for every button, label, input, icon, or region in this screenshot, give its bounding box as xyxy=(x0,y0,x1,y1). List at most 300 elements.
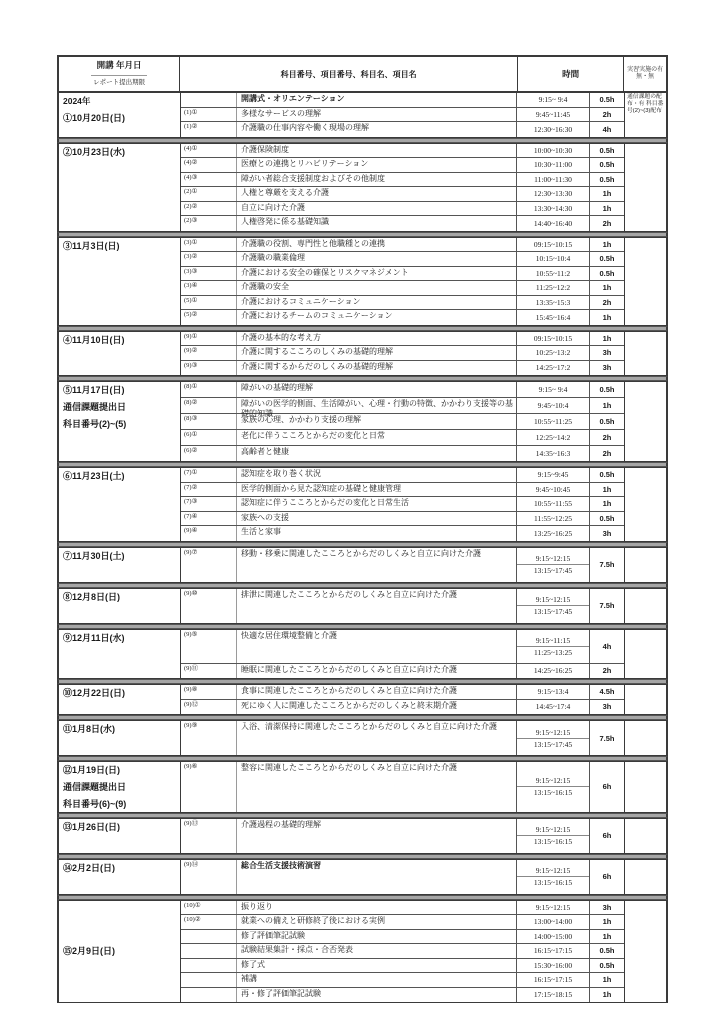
practical-note-cell xyxy=(624,630,666,679)
time-cell xyxy=(517,685,590,699)
item-code-cell: (4)③ xyxy=(181,173,237,187)
date-cell xyxy=(59,93,181,137)
item-code-cell: (9)⑨ xyxy=(181,721,237,755)
item-title-cell: 認知症を取り巻く状況 xyxy=(237,468,517,482)
item-code-cell: (9)⑬ xyxy=(181,819,237,853)
item-title-cell: 介護職の職業倫理 xyxy=(237,252,517,266)
time-cell xyxy=(517,158,590,172)
time-cell xyxy=(517,664,590,679)
schedule-group xyxy=(57,331,668,377)
time-cell xyxy=(517,630,590,663)
item-code-cell: (2)③ xyxy=(181,216,237,231)
time-cell xyxy=(517,296,590,310)
time-value: 10:55~11:55 xyxy=(534,499,572,509)
item-code-cell: (1)② xyxy=(181,122,237,137)
group-rows xyxy=(181,589,624,623)
schedule-groups-container xyxy=(57,92,668,1003)
date-cell xyxy=(59,238,181,325)
date-line: ③11月3日(日) xyxy=(63,240,120,251)
time-cell xyxy=(517,216,590,231)
schedule-row xyxy=(181,310,624,325)
item-code-cell xyxy=(181,93,237,107)
schedule-row xyxy=(181,915,624,930)
hours-cell: 1h xyxy=(602,484,612,494)
date-cell xyxy=(59,762,181,811)
time-cell xyxy=(517,332,590,346)
date-line: 通信課題提出日 xyxy=(63,781,127,792)
schedule-group xyxy=(57,547,668,583)
time-cell xyxy=(517,988,590,1003)
group-rows xyxy=(181,238,624,325)
item-code-cell: (6)② xyxy=(181,446,237,461)
schedule-row xyxy=(181,332,624,347)
group-rows xyxy=(181,382,624,461)
group-rows xyxy=(181,548,624,582)
date-cell xyxy=(59,685,181,714)
date-line: ⑧12月8日(日) xyxy=(63,591,121,602)
time-value: 10:00~10:30 xyxy=(533,145,573,155)
time-cell xyxy=(517,173,590,187)
hours-cell: 7.5h xyxy=(599,560,615,570)
item-code-cell: (3)③ xyxy=(181,267,237,281)
item-title-cell: 再・修了評価筆記試験 xyxy=(237,988,517,1003)
date-line: 科目番号(2)~(5) xyxy=(63,418,127,429)
time-value: 15:30~16:00 xyxy=(533,960,573,970)
item-code-cell: (9)⑥ xyxy=(181,762,237,811)
group-rows xyxy=(181,901,624,1003)
item-title-cell: 振り返り xyxy=(237,901,517,915)
schedule-group xyxy=(57,720,668,756)
item-title-cell: 入浴、清潔保持に関連したこころとからだのしくみと自立に向けた介護 xyxy=(237,721,517,755)
practical-note-cell xyxy=(624,548,666,582)
date-line: ⑤11月17日(日) xyxy=(63,385,125,395)
date-line: ⑬1月26日(日) xyxy=(63,821,121,832)
time-value: 9:15~11:15 xyxy=(535,635,571,645)
time-cell xyxy=(517,187,590,201)
date-line: ⑥11月23日(土) xyxy=(63,471,125,482)
hours-cell: 3h xyxy=(602,348,612,358)
time-cell xyxy=(517,860,590,894)
schedule-group xyxy=(57,684,668,715)
schedule-row xyxy=(181,216,624,231)
group-rows xyxy=(181,144,624,231)
hours-cell: 7.5h xyxy=(599,733,615,743)
table-header-row xyxy=(57,55,668,92)
date-line: ⑨12月11日(水) xyxy=(63,632,125,643)
date-cell xyxy=(59,144,181,231)
schedule-row xyxy=(181,173,624,188)
schedule-row xyxy=(181,108,624,123)
item-title-cell: 食事に関連したこころとからだのしくみと自立に向けた介護 xyxy=(237,685,517,699)
hours-cell: 6h xyxy=(602,782,612,792)
time-value: 13:15~16:15 xyxy=(517,786,589,798)
time-value: 10:15~10:4 xyxy=(535,254,571,264)
hours-cell: 3h xyxy=(602,363,612,373)
item-code-cell xyxy=(181,959,237,973)
group-rows xyxy=(181,468,624,541)
group-rows xyxy=(181,819,624,853)
item-title-cell: 補講 xyxy=(237,973,517,987)
time-value: 14:25~16:25 xyxy=(533,666,573,676)
hours-cell: 3h xyxy=(602,702,612,712)
group-rows xyxy=(181,860,624,894)
time-cell xyxy=(517,430,590,445)
item-code-cell xyxy=(181,930,237,944)
hours-cell: 0.5h xyxy=(599,946,615,956)
time-cell xyxy=(517,700,590,715)
schedule-row xyxy=(181,398,624,418)
item-code-cell: (3)④ xyxy=(181,281,237,295)
item-code-cell: (9)⑦ xyxy=(181,548,237,582)
hours-cell: 0.5h xyxy=(599,145,615,155)
item-title-cell: 修了式 xyxy=(237,959,517,973)
schedule-row xyxy=(181,267,624,282)
item-title-cell: 介護に関するこころのしくみの基礎的理解 xyxy=(237,346,517,360)
time-cell xyxy=(517,144,590,158)
time-value: 11:25~13:25 xyxy=(517,646,589,658)
date-line: ⑪1月8日(水) xyxy=(63,724,116,735)
hours-cell: 1h xyxy=(602,975,612,985)
hours-cell: 2h xyxy=(602,109,612,119)
time-value: 9:45~11:45 xyxy=(535,109,571,119)
date-cell xyxy=(59,589,181,623)
hours-cell: 0.5h xyxy=(599,254,615,264)
item-title-cell: 介護過程の基礎的理解 xyxy=(237,819,517,853)
item-code-cell xyxy=(181,944,237,958)
hours-cell: 1h xyxy=(602,931,612,941)
item-code-cell: (7)① xyxy=(181,468,237,482)
date-line: 科目番号(6)~(9) xyxy=(63,798,127,809)
schedule-row xyxy=(181,630,624,664)
item-code-cell: (9)④ xyxy=(181,526,237,541)
schedule-row xyxy=(181,988,624,1003)
date-cell xyxy=(59,721,181,755)
date-cell xyxy=(59,819,181,853)
schedule-row xyxy=(181,346,624,361)
item-code-cell: (8)① xyxy=(181,382,237,397)
schedule-row xyxy=(181,430,624,446)
item-title-cell: 介護における安全の確保とリスクマネジメント xyxy=(237,267,517,281)
time-cell xyxy=(517,526,590,541)
time-cell xyxy=(517,721,590,755)
time-cell xyxy=(517,108,590,122)
schedule-group xyxy=(57,629,668,680)
group-rows xyxy=(181,685,624,714)
item-code-cell: (9)⑭ xyxy=(181,860,237,894)
time-cell xyxy=(517,901,590,915)
item-title-cell: 就業への備えと研修終了後における実例 xyxy=(237,915,517,929)
item-code-cell: (8)③ xyxy=(181,414,237,429)
date-line: ⑫1月19日(日) xyxy=(63,765,121,776)
item-title-cell: 医学的側面から見た認知症の基礎と健康管理 xyxy=(237,483,517,497)
header-date-column xyxy=(59,57,180,91)
date-line: ①10月20日(日) xyxy=(63,113,126,124)
item-title-cell: 家族の心理、かかわり支援の理解 xyxy=(237,414,517,429)
item-title-cell: 人権啓発に係る基礎知識 xyxy=(237,216,517,231)
time-value: 11:25~12:2 xyxy=(535,283,571,293)
item-code-cell: (9)① xyxy=(181,332,237,346)
group-rows xyxy=(181,762,624,811)
schedule-row xyxy=(181,468,624,483)
item-title-cell: 介護保険制度 xyxy=(237,144,517,158)
schedule-group xyxy=(57,237,668,326)
time-value: 13:35~15:3 xyxy=(535,297,571,307)
time-cell xyxy=(517,122,590,137)
schedule-row xyxy=(181,238,624,253)
schedule-group xyxy=(57,761,668,812)
time-value: 9:15~12:15 xyxy=(535,727,571,737)
course-schedule-table xyxy=(57,55,668,1003)
time-value: 9:15~12:15 xyxy=(535,902,571,912)
hours-cell: 0.5h xyxy=(599,174,615,184)
time-value: 9:15~ 9:4 xyxy=(538,385,568,395)
date-cell xyxy=(59,332,181,376)
time-value: 09:15~10:15 xyxy=(533,333,573,343)
hours-cell: 1h xyxy=(602,203,612,213)
item-title-cell: 介護に関するからだのしくみの基礎的理解 xyxy=(237,361,517,376)
hours-cell: 4.5h xyxy=(599,687,615,697)
time-value: 9:15~9:45 xyxy=(537,470,569,480)
schedule-group xyxy=(57,467,668,542)
time-value: 10:55~11:2 xyxy=(535,268,571,278)
item-code-cell xyxy=(181,973,237,987)
time-cell xyxy=(517,548,590,582)
time-cell xyxy=(517,310,590,325)
time-value: 16:15~17:15 xyxy=(533,975,573,985)
hours-cell: 1h xyxy=(602,990,612,1000)
time-cell xyxy=(517,238,590,252)
practical-note-cell xyxy=(624,860,666,894)
schedule-group xyxy=(57,900,668,1004)
group-rows xyxy=(181,721,624,755)
hours-cell: 1h xyxy=(602,312,612,322)
hours-cell: 4h xyxy=(602,124,612,134)
time-value: 9:15~12:15 xyxy=(535,866,571,876)
hours-cell: 1h xyxy=(602,917,612,927)
practical-note-cell xyxy=(624,685,666,714)
time-cell xyxy=(517,589,590,623)
time-value: 13:15~16:15 xyxy=(517,876,589,888)
date-cell xyxy=(59,901,181,1003)
item-title-cell: 老化に伴うこころとからだの変化と日常 xyxy=(237,430,517,445)
time-cell xyxy=(517,930,590,944)
time-cell xyxy=(517,361,590,376)
item-title-cell: 多様なサービスの理解 xyxy=(237,108,517,122)
schedule-row xyxy=(181,158,624,173)
item-title-cell: 障がいの医学的側面、生活障がい、心理・行動の特徴、かかわり支援等の基礎的知識 xyxy=(237,398,517,413)
item-title-cell: 快適な居住環境整備と介護 xyxy=(237,630,517,663)
time-value: 14:00~15:00 xyxy=(533,931,573,941)
time-value: 14:25~17:2 xyxy=(535,363,571,373)
item-code-cell: (7)④ xyxy=(181,512,237,526)
time-value: 14:40~16:40 xyxy=(533,218,573,228)
schedule-row xyxy=(181,973,624,988)
hours-cell: 0.5h xyxy=(599,417,615,427)
practical-note-cell xyxy=(624,468,666,541)
date-cell xyxy=(59,630,181,679)
date-line: 通信課題提出日 xyxy=(63,401,127,412)
time-value: 12:30~16:30 xyxy=(533,124,573,134)
item-title-cell: 自立に向けた介護 xyxy=(237,202,517,216)
schedule-row xyxy=(181,446,624,461)
item-title-cell: 人権と尊厳を支える介護 xyxy=(237,187,517,201)
time-cell xyxy=(517,915,590,929)
header-report-deadline-label: レポート提出期限 xyxy=(91,75,147,86)
item-code-cell: (10)① xyxy=(181,901,237,915)
hours-cell: 1h xyxy=(602,401,612,411)
hours-cell: 1h xyxy=(602,239,612,249)
item-code-cell: (9)③ xyxy=(181,361,237,376)
hours-cell: 1h xyxy=(602,333,612,343)
item-title-cell: 介護職の役割、専門性と他職種との連携 xyxy=(237,238,517,252)
practical-note-cell xyxy=(624,901,666,1003)
item-code-cell: (3)② xyxy=(181,252,237,266)
schedule-row xyxy=(181,281,624,296)
hours-cell: 2h xyxy=(602,218,612,228)
hours-cell: 0.5h xyxy=(599,960,615,970)
item-title-cell: 認知症に伴うこころとからだの変化と日常生活 xyxy=(237,497,517,511)
schedule-row xyxy=(181,497,624,512)
schedule-row xyxy=(181,296,624,311)
time-value: 13:25~16:25 xyxy=(533,528,573,538)
hours-cell: 1h xyxy=(602,189,612,199)
time-cell xyxy=(517,398,590,413)
item-title-cell: 障がいの基礎的理解 xyxy=(237,382,517,397)
date-line: ⑭2月2日(日) xyxy=(63,862,116,873)
practical-note-cell: 通信課題の配布・有 科目番号(2)~(3)配布 xyxy=(624,93,666,137)
practical-note-cell xyxy=(624,819,666,853)
date-cell xyxy=(59,468,181,541)
practical-note-cell xyxy=(624,144,666,231)
schedule-row xyxy=(181,930,624,945)
hours-cell: 1h xyxy=(602,499,612,509)
schedule-row xyxy=(181,414,624,430)
item-title-cell: 介護の基本的な考え方 xyxy=(237,332,517,346)
time-value: 9:15~12:15 xyxy=(535,595,571,605)
time-value: 17:15~18:15 xyxy=(533,990,573,1000)
item-code-cell: (9)⑤ xyxy=(181,630,237,663)
schedule-group xyxy=(57,859,668,895)
schedule-row xyxy=(181,202,624,217)
group-rows xyxy=(181,332,624,376)
hours-cell: 4h xyxy=(602,641,612,651)
practical-note-cell xyxy=(624,332,666,376)
header-date-label: 開講 年月日 xyxy=(96,60,142,70)
item-title-cell: 介護におけるチームのコミュニケーション xyxy=(237,310,517,325)
item-code-cell: (9)⑪ xyxy=(181,664,237,679)
date-line: 2024年 xyxy=(63,96,91,106)
time-cell xyxy=(517,93,590,107)
time-value: 9:15~12:15 xyxy=(535,825,571,835)
time-cell xyxy=(517,819,590,853)
header-subject-column: 科目番号、項目番号、科目名、項目名 xyxy=(180,57,518,91)
hours-cell: 2h xyxy=(602,297,612,307)
item-title-cell: 排泄に関連したこころとからだのしくみと自立に向けた介護 xyxy=(237,589,517,623)
group-rows xyxy=(181,630,624,679)
time-value: 15:45~16:4 xyxy=(535,312,571,322)
practical-note-cell xyxy=(624,238,666,325)
time-cell xyxy=(517,446,590,461)
schedule-row xyxy=(181,252,624,267)
schedule-row xyxy=(181,944,624,959)
time-value: 11:55~12:25 xyxy=(534,513,572,523)
schedule-row xyxy=(181,589,624,623)
schedule-group xyxy=(57,92,668,138)
hours-cell: 0.5h xyxy=(599,95,615,105)
schedule-row xyxy=(181,819,624,853)
item-code-cell xyxy=(181,988,237,1003)
time-value: 9:45~10:4 xyxy=(537,401,569,411)
item-code-cell: (9)⑧ xyxy=(181,685,237,699)
schedule-row xyxy=(181,762,624,811)
time-cell xyxy=(517,483,590,497)
item-title-cell: 介護におけるコミュニケーション xyxy=(237,296,517,310)
item-code-cell: (8)② xyxy=(181,398,237,413)
schedule-group xyxy=(57,588,668,624)
item-code-cell: (3)① xyxy=(181,238,237,252)
hours-cell: 0.5h xyxy=(599,513,615,523)
item-title-cell: 開講式・オリエンテーション xyxy=(237,93,517,107)
schedule-row xyxy=(181,382,624,398)
date-line: ②10月23日(水) xyxy=(63,146,126,157)
item-title-cell: 睡眠に関連したこころとからだのしくみと自立に向けた介護 xyxy=(237,664,517,679)
time-cell xyxy=(517,382,590,397)
time-cell xyxy=(517,414,590,429)
time-value: 10:25~13:2 xyxy=(535,348,571,358)
schedule-row xyxy=(181,959,624,974)
schedule-group xyxy=(57,143,668,232)
schedule-row xyxy=(181,122,624,137)
item-title-cell: 死にゆく人に関連したこころとからだのしくみと終末期介護 xyxy=(237,700,517,715)
hours-cell: 2h xyxy=(602,449,612,459)
item-code-cell: (9)② xyxy=(181,346,237,360)
item-code-cell: (2)① xyxy=(181,187,237,201)
time-cell xyxy=(517,346,590,360)
schedule-row xyxy=(181,187,624,202)
date-cell xyxy=(59,860,181,894)
item-title-cell: 生活と家事 xyxy=(237,526,517,541)
schedule-row xyxy=(181,685,624,700)
schedule-row xyxy=(181,860,624,894)
schedule-group xyxy=(57,818,668,854)
time-cell xyxy=(517,468,590,482)
header-time-column: 時間 xyxy=(518,57,624,91)
schedule-row xyxy=(181,901,624,916)
item-title-cell: 高齢者と健康 xyxy=(237,446,517,461)
hours-cell: 7.5h xyxy=(599,601,615,611)
item-title-cell: 介護職の安全 xyxy=(237,281,517,295)
time-value: 12:25~14:2 xyxy=(535,433,571,443)
date-line: ⑩12月22日(日) xyxy=(63,688,126,699)
practical-note-cell xyxy=(624,762,666,811)
time-cell xyxy=(517,762,590,811)
time-value: 9:15~12:15 xyxy=(535,554,571,564)
schedule-row xyxy=(181,512,624,527)
time-cell xyxy=(517,959,590,973)
hours-cell: 3h xyxy=(602,528,612,538)
time-value: 13:15~16:15 xyxy=(517,835,589,847)
item-title-cell: 家族への支援 xyxy=(237,512,517,526)
hours-cell: 2h xyxy=(602,666,612,676)
item-title-cell: 総合生活支援技術演習 xyxy=(237,860,517,894)
time-cell xyxy=(517,512,590,526)
hours-cell: 6h xyxy=(602,831,612,841)
date-cell xyxy=(59,382,181,461)
item-code-cell: (5)① xyxy=(181,296,237,310)
schedule-row xyxy=(181,664,624,679)
item-title-cell: 医療との連携とリハビリテーション xyxy=(237,158,517,172)
time-value: 12:30~13:30 xyxy=(533,189,573,199)
